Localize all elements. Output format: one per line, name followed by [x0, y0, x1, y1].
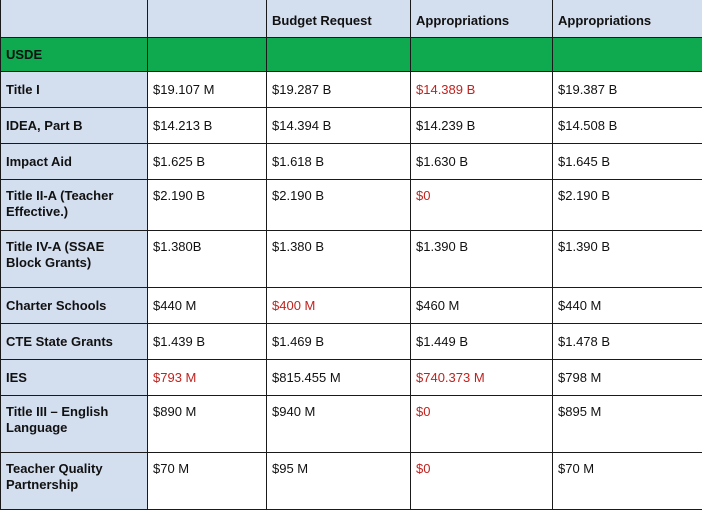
value-cell: $19.107 M — [148, 72, 267, 108]
value-cell-highlight: $0 — [411, 453, 553, 510]
value-cell: $2.190 B — [148, 180, 267, 231]
section-row-usde — [1, 38, 702, 72]
row-label: Impact Aid — [1, 144, 148, 180]
value-cell-highlight: $0 — [411, 180, 553, 231]
value-cell: $1.618 B — [267, 144, 411, 180]
value-cell: $1.478 B — [553, 324, 702, 360]
value-cell: $1.390 B — [411, 231, 553, 288]
table-row — [1, 231, 702, 288]
value-cell: $1.630 B — [411, 144, 553, 180]
table-row — [1, 180, 702, 231]
table-row — [1, 288, 702, 324]
header-cell-program — [1, 0, 148, 38]
value-cell: $70 M — [148, 453, 267, 510]
value-cell: $2.190 B — [267, 180, 411, 231]
value-cell: $1.380 B — [267, 231, 411, 288]
section-cell — [411, 38, 553, 72]
header-cell-budget-request: Budget Request — [267, 0, 411, 38]
value-cell: $19.287 B — [267, 72, 411, 108]
value-cell-highlight: $14.389 B — [411, 72, 553, 108]
section-cell — [553, 38, 702, 72]
value-cell: $798 M — [553, 360, 702, 396]
row-label: Title II-A (Teacher Effective.) — [1, 180, 148, 231]
table-row — [1, 324, 702, 360]
table-row — [1, 144, 702, 180]
row-label: CTE State Grants — [1, 324, 148, 360]
table-row — [1, 108, 702, 144]
value-cell: $1.645 B — [553, 144, 702, 180]
section-cell — [148, 38, 267, 72]
row-label: IDEA, Part B — [1, 108, 148, 144]
section-label: USDE — [1, 38, 148, 72]
value-cell-highlight: $740.373 M — [411, 360, 553, 396]
row-label: Title IV-A (SSAE Block Grants) — [1, 231, 148, 288]
value-cell: $1.449 B — [411, 324, 553, 360]
value-cell-highlight: $400 M — [267, 288, 411, 324]
value-cell: $14.508 B — [553, 108, 702, 144]
table-row — [1, 453, 702, 510]
value-cell: $1.390 B — [553, 231, 702, 288]
row-label: Title I — [1, 72, 148, 108]
value-cell: $1.625 B — [148, 144, 267, 180]
row-label: Title III – English Language — [1, 396, 148, 453]
row-label: Charter Schools — [1, 288, 148, 324]
header-cell-appropriations-1: Appropriations — [411, 0, 553, 38]
value-cell: $1.380B — [148, 231, 267, 288]
value-cell: $895 M — [553, 396, 702, 453]
row-label: IES — [1, 360, 148, 396]
section-cell — [267, 38, 411, 72]
value-cell: $460 M — [411, 288, 553, 324]
header-cell-col1 — [148, 0, 267, 38]
value-cell: $14.213 B — [148, 108, 267, 144]
value-cell: $440 M — [148, 288, 267, 324]
value-cell: $815.455 M — [267, 360, 411, 396]
value-cell: $14.394 B — [267, 108, 411, 144]
value-cell-highlight: $0 — [411, 396, 553, 453]
value-cell: $1.439 B — [148, 324, 267, 360]
table-row — [1, 360, 702, 396]
header-row — [1, 0, 702, 38]
value-cell: $14.239 B — [411, 108, 553, 144]
value-cell: $890 M — [148, 396, 267, 453]
value-cell: $2.190 B — [553, 180, 702, 231]
value-cell: $440 M — [553, 288, 702, 324]
table-row — [1, 72, 702, 108]
value-cell-highlight: $793 M — [148, 360, 267, 396]
value-cell: $19.387 B — [553, 72, 702, 108]
table-row — [1, 396, 702, 453]
value-cell: $70 M — [553, 453, 702, 510]
value-cell: $940 M — [267, 396, 411, 453]
value-cell: $95 M — [267, 453, 411, 510]
header-cell-appropriations-2: Appropriations — [553, 0, 702, 38]
value-cell: $1.469 B — [267, 324, 411, 360]
row-label: Teacher Quality Partnership — [1, 453, 148, 510]
